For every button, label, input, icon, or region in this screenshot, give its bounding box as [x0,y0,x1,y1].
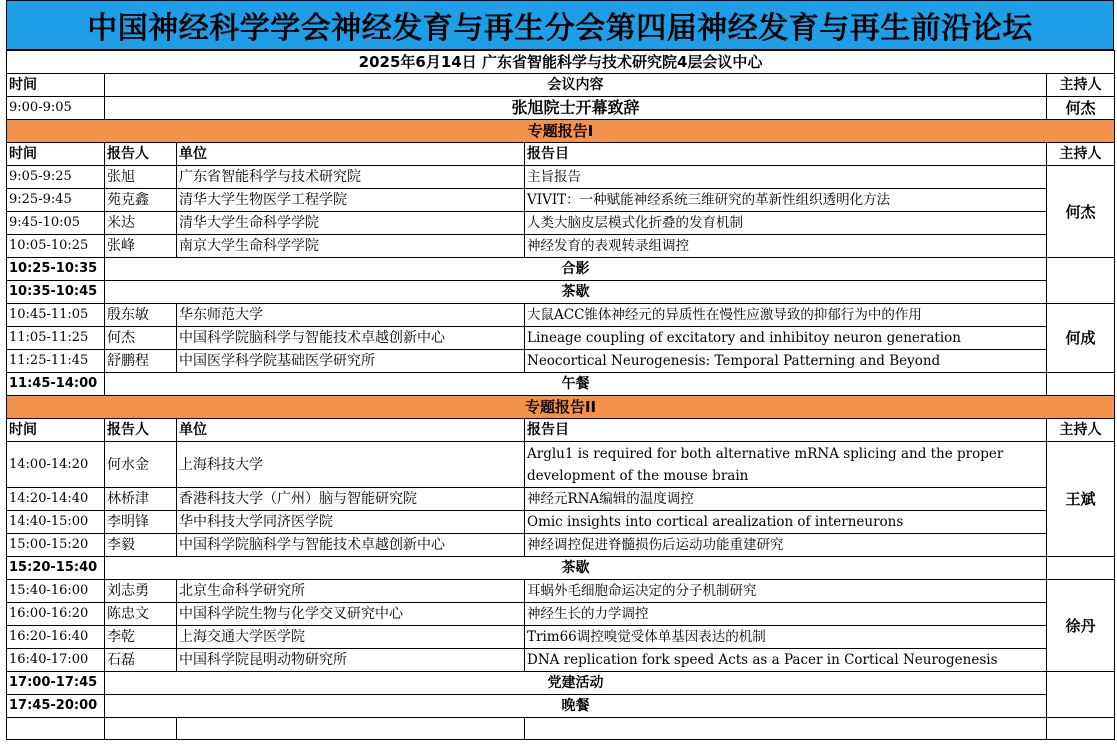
talk-time: 14:00-14:20 [7,442,105,488]
header-content: 会议内容 [105,74,1047,97]
talk-topic: Arglu1 is required for both alternative mRNA splicing and the proper development of the mouse brain [525,442,1047,488]
talk-time: 16:40-17:00 [7,649,105,672]
break-time: 11:45-14:00 [7,373,105,396]
talk-speaker: 李毅 [105,534,177,557]
break-time: 10:35-10:45 [7,281,105,304]
talk-speaker: 何杰 [105,327,177,350]
opening-host: 何杰 [1047,97,1115,120]
talk-speaker: 舒鹏程 [105,350,177,373]
table-row [7,488,1115,511]
talk-topic: Lineage coupling of excitatory and inhibitoy neuron generation [525,327,1047,350]
subtitle: 2025年6月14日 广东省智能科学与技术研究院4层会议中心 [7,51,1115,74]
section-header-2: 专题报告II [7,396,1115,419]
talk-time: 10:05-10:25 [7,235,105,258]
break-time: 15:20-15:40 [7,557,105,580]
talk-time: 16:20-16:40 [7,626,105,649]
col-host: 主持人 [1047,143,1115,166]
table-row [7,189,1115,212]
talk-speaker: 陈忠文 [105,603,177,626]
break-label: 合影 [105,258,1047,281]
talk-time: 14:20-14:40 [7,488,105,511]
break-time: 10:25-10:35 [7,258,105,281]
empty-cell [1047,557,1115,580]
empty-cell [177,718,525,740]
empty-cell [1047,672,1115,718]
break-label: 午餐 [105,373,1047,396]
talk-topic: Neocortical Neurogenesis: Temporal Patterning and Beyond [525,350,1047,373]
table-row [7,350,1115,373]
talk-speaker: 李明锋 [105,511,177,534]
talk-topic: VIVIT：一种赋能神经系统三维研究的革新性组织透明化方法 [525,189,1047,212]
talk-speaker: 米达 [105,212,177,235]
talk-topic: 人类大脑皮层模式化折叠的发育机制 [525,212,1047,235]
schedule-table [6,50,1115,740]
talk-topic: DNA replication fork speed Acts as a Pacer in Cortical Neurogenesis [525,649,1047,672]
talk-time: 10:45-11:05 [7,304,105,327]
session-host: 何成 [1047,304,1115,373]
col-unit: 单位 [177,143,525,166]
table-row [7,327,1115,350]
talk-unit: 中国科学院生物与化学交叉研究中心 [177,603,525,626]
header-time: 时间 [7,74,105,97]
table-row [7,626,1115,649]
section-header-1: 专题报告I [7,120,1115,143]
talk-topic: 神经发育的表观转录组调控 [525,235,1047,258]
talk-topic: 神经调控促进脊髓损伤后运动功能重建研究 [525,534,1047,557]
opening-time: 9:00-9:05 [7,97,105,120]
break-label: 茶歇 [105,557,1047,580]
talk-time: 11:05-11:25 [7,327,105,350]
talk-speaker: 苑克鑫 [105,189,177,212]
table-row [7,212,1115,235]
talk-topic: 神经元RNA编辑的温度调控 [525,488,1047,511]
talk-unit: 清华大学生物医学工程学院 [177,189,525,212]
talk-topic: 主旨报告 [525,166,1047,189]
empty-cell [105,718,177,740]
talk-unit: 中国医学科学院基础医学研究所 [177,350,525,373]
talk-time: 9:05-9:25 [7,166,105,189]
session-host: 徐丹 [1047,580,1115,672]
talk-speaker: 殷东敏 [105,304,177,327]
talk-unit: 南京大学生命科学学院 [177,235,525,258]
table-row [7,534,1115,557]
talk-unit: 华中科技大学同济医学院 [177,511,525,534]
session-host: 王斌 [1047,442,1115,557]
talk-topic: Trim66调控嗅觉受体单基因表达的机制 [525,626,1047,649]
talk-unit: 华东师范大学 [177,304,525,327]
talk-unit: 中国科学院脑科学与智能技术卓越创新中心 [177,327,525,350]
talk-speaker: 何水金 [105,442,177,488]
table-row [7,603,1115,626]
break-label: 党建活动 [105,672,1047,695]
col-time: 时间 [7,143,105,166]
talk-topic: 神经生长的力学调控 [525,603,1047,626]
talk-unit: 上海交通大学医学院 [177,626,525,649]
empty-cell [1047,373,1115,396]
talk-speaker: 刘志勇 [105,580,177,603]
empty-cell [7,718,105,740]
talk-unit: 中国科学院脑科学与智能技术卓越创新中心 [177,534,525,557]
break-label: 茶歇 [105,281,1047,304]
table-row [7,235,1115,258]
break-time: 17:45-20:00 [7,695,105,718]
table-row [7,166,1115,189]
talk-unit: 广东省智能科学与技术研究院 [177,166,525,189]
talk-time: 9:45-10:05 [7,212,105,235]
talk-speaker: 张峰 [105,235,177,258]
talk-topic: 大鼠ACC锥体神经元的异质性在慢性应激导致的抑郁行为中的作用 [525,304,1047,327]
break-time: 17:00-17:45 [7,672,105,695]
table-row [7,304,1115,327]
table-row [7,511,1115,534]
table-row [7,649,1115,672]
col-host: 主持人 [1047,419,1115,442]
talk-time: 15:40-16:00 [7,580,105,603]
talk-unit: 中国科学院昆明动物研究所 [177,649,525,672]
col-topic: 报告目 [525,143,1047,166]
talk-speaker: 李乾 [105,626,177,649]
talk-time: 9:25-9:45 [7,189,105,212]
talk-unit: 清华大学生命科学学院 [177,212,525,235]
talk-time: 16:00-16:20 [7,603,105,626]
table-row [7,442,1115,488]
empty-cell [1047,718,1115,740]
talk-speaker: 林桥津 [105,488,177,511]
session-host: 何杰 [1047,166,1115,258]
empty-cell [1047,258,1115,304]
talk-time: 15:00-15:20 [7,534,105,557]
col-unit: 单位 [177,419,525,442]
talk-time: 14:40-15:00 [7,511,105,534]
col-time: 时间 [7,419,105,442]
talk-speaker: 石磊 [105,649,177,672]
talk-topic: Omic insights into cortical arealization of interneurons [525,511,1047,534]
header-host: 主持人 [1047,74,1115,97]
opening-content: 张旭院士开幕致辞 [105,97,1047,120]
table-row [7,580,1115,603]
page-title: 中国神经科学学会神经发育与再生分会第四届神经发育与再生前沿论坛 [6,0,1114,50]
col-speaker: 报告人 [105,419,177,442]
talk-unit: 北京生命科学研究所 [177,580,525,603]
talk-unit: 上海科技大学 [177,442,525,488]
empty-cell [525,718,1047,740]
col-speaker: 报告人 [105,143,177,166]
talk-speaker: 张旭 [105,166,177,189]
talk-unit: 香港科技大学（广州）脑与智能研究院 [177,488,525,511]
talk-topic: 耳蜗外毛细胞命运决定的分子机制研究 [525,580,1047,603]
col-topic: 报告目 [525,419,1047,442]
talk-time: 11:25-11:45 [7,350,105,373]
break-label: 晚餐 [105,695,1047,718]
